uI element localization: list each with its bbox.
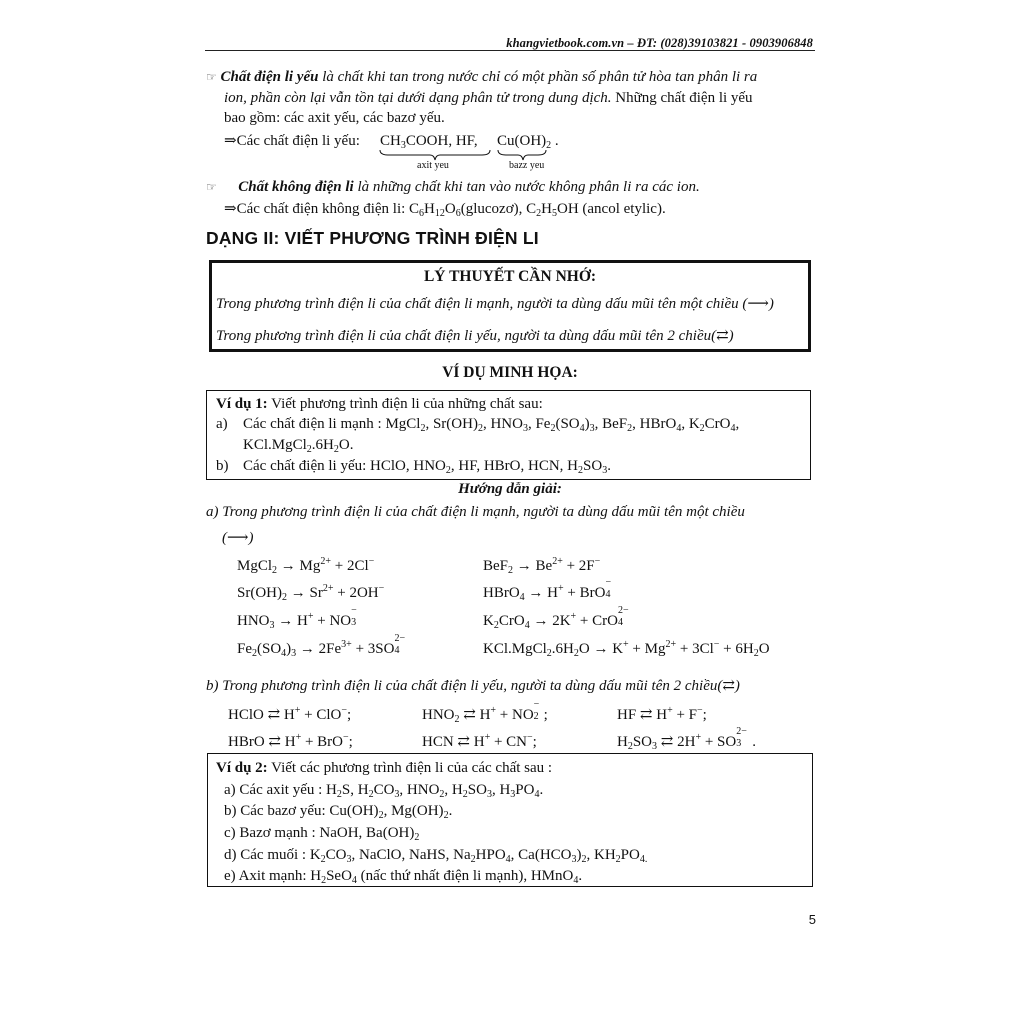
underbraces	[378, 148, 574, 162]
theory-title: LÝ THUYẾT CẦN NHỚ:	[423, 268, 597, 285]
ex2-prompt: Ví dụ 2: Viết các phương trình điện li của các chất sau :	[216, 760, 553, 776]
solution-a-intro2: (⟶)	[222, 530, 254, 546]
eq-hno2: $HNO_2$ ⇄ H+ + NO − 2 ;	[422, 699, 548, 725]
eq-hno3: $HNO_3 \to H^+$ + NO − 3	[237, 605, 357, 631]
weak-def-line1	[206, 67, 757, 87]
section-title: DẠNG II: VIẾT PHƯƠNG TRÌNH ĐIỆN LI	[206, 228, 539, 248]
weak-term: Chất điện li yếu	[220, 69, 319, 85]
eq-k2cro4: $K_2CrO_4 \to 2K^+$ + CrO 2− 4	[483, 605, 629, 631]
examples-title: VÍ DỤ MINH HỌA:	[442, 364, 578, 381]
ex2-c: c) Bazơ mạnh : NaOH, $Ba(OH)_2$	[224, 825, 420, 843]
nonelectrolyte-def: ☞ Chất không điện li là những chất khi tan vào nước không phân li ra các ion.	[206, 179, 700, 195]
weak-def-1: là chất khi tan trong nước chỉ có một phần số phân tử hòa tan phân li ra	[322, 69, 758, 85]
eq-mgcl2: MgCl$_2$ → $Mg^{2+} + 2Cl^-$	[237, 556, 375, 576]
eq-h2so3: $H_2SO_3$ ⇄ 2H+ + SO 2− 3 .	[617, 726, 756, 752]
eq-hf: HF ⇄ H+ + F−;	[617, 705, 707, 723]
weak-def-line3: bao gồm: các axit yếu, các bazơ yếu.	[224, 110, 445, 126]
eq-fe2so43: $Fe_2(SO_4)_3 \to 2Fe^{3+} + 3SO$ 2− 4	[237, 633, 406, 659]
eq-hbro: HBrO ⇄ H+ + BrO−;	[228, 732, 353, 750]
header-contact: khangvietbook.com.vn – ĐT: (028)39103821 - 0903906848	[506, 36, 813, 50]
page-number: 5	[808, 912, 816, 927]
weak-def-line2: ion, phần còn lại vẫn tồn tại dưới dạng phân tử trong dung dịch. Những chất điện li yếu	[224, 90, 753, 106]
ex2-a: a) Các axit yếu : $H_2S$, $H_2CO_3$, $HNO_2$, $H_2SO_3$, $H_3PO_4$.	[224, 782, 544, 800]
ex2-e: e) Axit mạnh: $H_2SeO_4$ (nấc thứ nhất điện li mạnh), HMnO$_4$.	[224, 868, 583, 886]
theory-line2: Trong phương trình điện li của chất điện li yếu, người ta dùng dấu mũi tên 2 chiều(⇄)	[216, 328, 734, 344]
ex1-b: b)	[216, 458, 229, 474]
ex1-a-text2: $KCl.MgCl_2.6H_2O$.	[243, 437, 354, 455]
eq-hclo: HClO ⇄ H+ + ClO−;	[228, 705, 352, 723]
ex1-a-text: Các chất điện li mạnh : MgCl$_2$, $Sr(OH)_2$, $HNO_3$, $Fe_2(SO_4)_3$, BeF$_2$, HBrO$_4$, $K_2CrO_4$,	[243, 416, 740, 434]
theory-line1: Trong phương trình điện li của chất điện li mạnh, người ta dùng dấu mũi tên một chiều (⟶)	[216, 296, 774, 312]
solution-title: Hướng dẫn giải:	[458, 481, 562, 497]
weak-examples: ⇒Các chất điện li yếu:	[224, 133, 360, 149]
ex1-a: a)	[216, 416, 228, 432]
eq-hbro4: HBrO$_4$ → H+ + BrO − 4	[483, 577, 612, 603]
ex1-prompt: Ví dụ 1: Viết phương trình điện li của những chất sau:	[216, 396, 543, 412]
page-header	[205, 6, 815, 51]
ex2-d: d) Các muối : $K_2CO_3$, NaClO, NaHS, $Na_2HPO_4$, $Ca(HCO_3)_2$, $KH_2PO_{4.}$	[224, 847, 648, 865]
weak-base-formula: $Cu(OH)_2$ .	[497, 133, 559, 151]
weak-acids-formula: $CH_3COOH$, HF,	[380, 133, 478, 151]
pointing-hand-icon: ☞	[206, 180, 217, 194]
ex1-b-text: Các chất điện li yếu: HClO, $HNO_2$, HF, HBrO, HCN, $H_2SO_3$.	[243, 458, 611, 476]
base-label: bazz yeu	[509, 160, 545, 171]
solution-b-intro: b) Trong phương trình điện li của chất điện li yếu, người ta dùng dấu mũi tên 2 chiều(⇄)	[206, 678, 740, 694]
eq-sroh2: $Sr(OH)_2 \to Sr^{2+} + 2OH^-$	[237, 583, 385, 603]
eq-carnallite: $KCl.MgCl_2.6H_2O \to K^+ + Mg^{2+} + 3Cl^- + 6H_2O$	[483, 639, 770, 659]
ex2-b: b) Các bazơ yếu: $Cu(OH)_2$, $Mg(OH)_2$.	[224, 803, 453, 821]
acids-label: axit yeu	[417, 160, 449, 171]
solution-a-intro: a) Trong phương trình điện li của chất điện li mạnh, người ta dùng dấu mũi tên một chiều	[206, 504, 745, 520]
nonelectrolyte-examples: ⇒Các chất điện không điện li: $C_6H_{12}O_6(glucozơ)$, $C_2H_5OH$ (ancol etylic).	[224, 201, 666, 219]
pointing-hand-icon: ☞	[206, 70, 217, 84]
eq-bef2: $BeF_2 \to Be^{2+} + 2F^-$	[483, 556, 601, 576]
eq-hcn: HCN ⇄ H+ + CN−;	[422, 732, 537, 750]
